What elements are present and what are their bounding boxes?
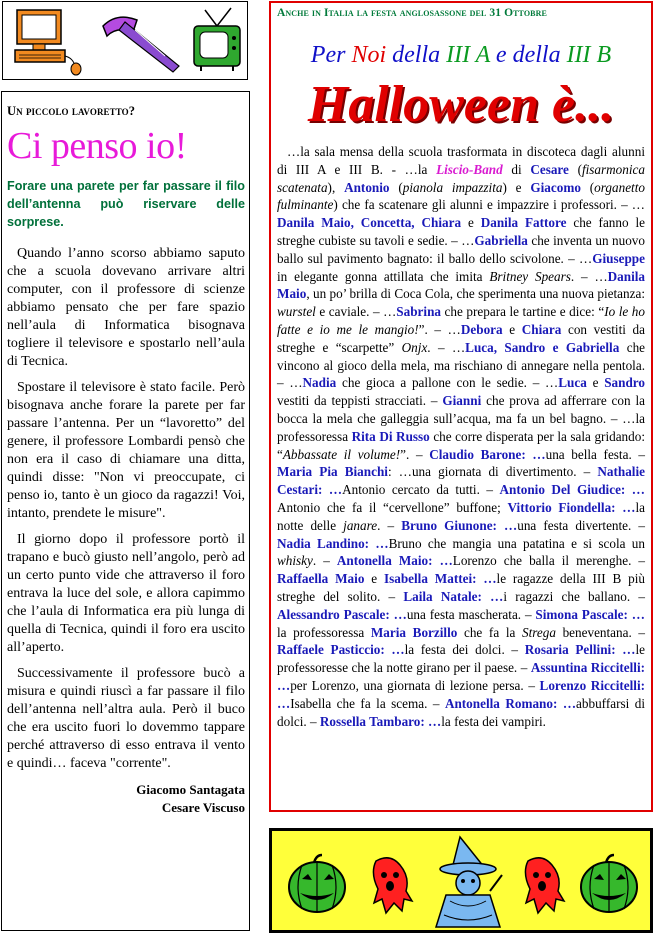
body-text: e xyxy=(502,321,522,337)
body-text: una festa mascherata. – xyxy=(406,606,536,622)
student-name: Bruno Giunone: … xyxy=(401,517,518,533)
body-text: che prepara le tartine e dice: “ xyxy=(441,304,605,320)
student-name: Gabriella xyxy=(474,232,528,248)
body-text: la notte delle xyxy=(277,499,645,533)
band-name: Liscio-Band xyxy=(436,161,503,177)
halloween-banner xyxy=(269,828,653,933)
teacher-name: Rita Di Russo xyxy=(351,428,430,444)
body-text: e xyxy=(461,215,481,231)
body-text: ) e xyxy=(502,179,531,195)
body-text: Bruno che mangia una patatina e si scola un xyxy=(388,535,645,551)
article-paragraph: Il giorno dopo il professore portò il trapano e bucò giusto nell’angolo, però ad un certo punto vide che attraverso il foro entrava la luce del sole, e allora capimmo che l’aula di Informatica era più lunga di quella di Tecnica, quindi il foro era uscito all’aperto. xyxy=(7,531,245,655)
subtitle-part: III B xyxy=(566,42,612,68)
body-text: . – xyxy=(312,553,337,569)
pumpkin-icon xyxy=(578,853,640,915)
body-text: di xyxy=(502,161,531,177)
ghost-icon xyxy=(518,855,566,915)
author-name: Cesare Viscuso xyxy=(161,799,245,815)
student-name: Antonio Del Giudice: … xyxy=(499,482,645,498)
student-name: Maria Pia Bianchi xyxy=(277,464,388,480)
body-text: ) che fa scatenare gli alunni e impazzire i professori. – … xyxy=(333,197,645,213)
article-paragraph: Quando l’anno scorso abbiamo saputo che a scuola dovevano arrivare altri computer, con il professore di scienze abbiamo pensato che per fare spazio nell’aula di Informatica bisognava togliere il televisore e spostarlo nell’aula di Tecnica. xyxy=(7,245,245,369)
body-italic: Britney Spears xyxy=(489,268,571,284)
student-name: Danila Fattore xyxy=(480,215,567,231)
student-name: Antonio xyxy=(344,179,390,195)
student-name: Gianni xyxy=(442,393,482,409)
body-text: le ragazze della III B più streghe del solito. – xyxy=(277,571,645,604)
halloween-kicker: Anche in Italia la festa anglosassone del 31 Ottobre xyxy=(277,7,547,19)
body-text: Antonio cercato da tutti. – xyxy=(342,482,500,498)
body-italic: pianola impazzita xyxy=(402,179,503,195)
body-text: ), xyxy=(327,179,345,195)
article-paragraph: Spostare il televisore è stato facile. Però bisognava anche forare la parete per far passare l’antenna. Per un “lavoretto” del genere, il professore Lombardi pensò che non era il caso di chiamare una ditta, quindi disse: "Non vi preoccupate, ci penso io, tanto è un gioco da ragazzi! Voi, intanto, prendete le misure". xyxy=(7,379,245,521)
television-icon xyxy=(191,6,243,74)
article-kicker: Un piccolo lavoretto? xyxy=(7,104,136,118)
body-text: la festa dei vampiri. xyxy=(441,713,546,729)
student-name: Laila Natale: … xyxy=(403,588,504,604)
right-article xyxy=(269,1,653,812)
body-text: una bella festa. – xyxy=(545,446,645,462)
article-paragraph: Successivamente il professore bucò a misura e quindi riuscì a far passare il filo dell’antenna nell’altra aula. Però il buco che era uscito fuori lo dovemmo tappare perché attraverso di esso entrava il vento e quindi… faceva "corrente". xyxy=(7,665,245,771)
body-text: i ragazzi che ballano. – xyxy=(503,588,645,604)
student-name: Nadia xyxy=(302,375,337,391)
body-italic: fisarmonica scatenata xyxy=(277,161,645,195)
student-name: Raffaele Pasticcio: … xyxy=(277,642,405,658)
body-text: ”. – … xyxy=(418,321,461,337)
body-text: : …una giornata di divertimento. – xyxy=(387,464,598,480)
halloween-body xyxy=(277,143,645,730)
student-name: Danila Maio xyxy=(277,268,645,302)
student-name: Chiara xyxy=(521,321,562,337)
body-text: …la sala mensa della scuola trasformata in discoteca dagli alunni di III A e III B. - …la xyxy=(277,144,645,177)
student-name: Assuntina Riccitelli: … xyxy=(277,660,645,693)
student-name: Antonella Romano: … xyxy=(444,695,577,711)
article-lead: Forare una parete per far passare il filo dell’antenna può riservare delle sorprese. xyxy=(7,178,245,229)
body-text: per Lorenzo, una giornata di lezione persa. – xyxy=(290,677,540,693)
subtitle-part: Per xyxy=(310,42,352,68)
body-text: le professoresse che la notte girano per il paese. – xyxy=(277,642,645,676)
body-text: che gioca a pallone con le sedie. – … xyxy=(336,375,559,391)
body-text: la festa dei dolci. – xyxy=(404,642,525,658)
body-text: abbuffarsi di dolci. – xyxy=(277,695,645,729)
article-authors xyxy=(7,781,245,817)
body-text: che prova ad afferrare con la bocca la mela che galleggia sull’acqua, ma fa un bel bagno. – …la professoressa xyxy=(277,393,645,444)
halloween-title: Halloween è... xyxy=(307,76,615,133)
body-italic: whisky xyxy=(277,553,313,569)
body-italic: Abbassate il volume! xyxy=(282,446,401,462)
ghost-icon xyxy=(366,855,414,915)
student-name: Antonella Maio: … xyxy=(336,553,453,569)
body-text: che inventa un nuovo ballo sul pavimento bagnato: il ballo dello scivolone. – … xyxy=(277,232,645,266)
subtitle-part: Noi xyxy=(351,42,387,68)
body-text: , un po’ brilla di Coca Cola, che sperimenta una nuova pietanza: xyxy=(306,286,645,302)
witch-icon xyxy=(430,835,506,931)
student-name: Lorenzo Riccitelli: … xyxy=(277,677,645,711)
body-text: che fanno le streghe cubiste su tavoli e sedie. – … xyxy=(277,215,645,248)
student-name: Giuseppe xyxy=(592,250,645,266)
body-text: . – xyxy=(377,517,402,533)
body-italic: organetto fulminante xyxy=(277,179,645,213)
student-name: Cesare xyxy=(530,161,569,177)
body-text: Isabella che fa la scema. – xyxy=(290,695,445,711)
student-name: Rosaria Pellini: … xyxy=(524,642,636,658)
body-text: ”. – xyxy=(400,446,430,462)
student-name: Nadia Landino: … xyxy=(277,535,389,551)
left-article xyxy=(1,91,250,931)
student-name: Luca, Sandro e Gabriella xyxy=(465,339,620,355)
student-name: Sabrina xyxy=(396,304,442,320)
student-name: Danila Maio, Concetta, Chiara xyxy=(277,215,462,231)
body-text: Lorenzo che balla il merenghe. – xyxy=(452,553,645,569)
body-text: che fa la xyxy=(457,624,522,640)
body-text: e xyxy=(586,375,605,391)
body-text: . – … xyxy=(427,339,466,355)
body-text: beneventana. – xyxy=(555,624,646,640)
body-text: ( xyxy=(568,161,582,177)
body-text: con vestiti da streghe e “scarpette” xyxy=(277,321,645,355)
student-name: Vittorio Fiondella: … xyxy=(507,499,636,515)
icon-banner xyxy=(2,1,248,80)
body-text: ( xyxy=(580,179,595,195)
pumpkin-icon xyxy=(286,853,348,915)
subtitle-part: della xyxy=(386,42,447,68)
student-name: Alessandro Pascale: … xyxy=(277,606,407,622)
subtitle-part: e della xyxy=(489,42,567,68)
body-text: una festa divertente. – xyxy=(517,517,646,533)
student-name: Isabella Mattei: … xyxy=(383,571,497,587)
subtitle-part: III A xyxy=(446,42,490,68)
hammer-icon xyxy=(95,8,185,76)
body-italic: Strega xyxy=(521,624,556,640)
student-name: Rossella Tambaro: … xyxy=(319,713,442,729)
body-text: vestiti da teppisti stracciati. – xyxy=(277,393,443,409)
student-name: Nathalie Cestari: … xyxy=(277,464,645,498)
student-name: Sandro xyxy=(604,375,645,391)
body-text: e caviale. – … xyxy=(315,304,397,320)
body-text: ( xyxy=(389,179,403,195)
student-name: Giacomo xyxy=(530,179,581,195)
student-name: Raffaella Maio xyxy=(277,571,365,587)
student-name: Claudio Barone: … xyxy=(429,446,546,462)
body-italic: Io le ho fatte e io me le mangio! xyxy=(277,304,645,337)
body-text: . – … xyxy=(570,268,608,284)
teacher-name: Maria Borzillo xyxy=(370,624,458,640)
computer-icon xyxy=(13,8,83,76)
body-italic: wurstel xyxy=(277,304,316,320)
student-name: Simona Pascale: … xyxy=(535,606,645,622)
body-italic: Onjx xyxy=(401,339,428,355)
author-name: Giacomo Santagata xyxy=(136,781,245,797)
body-text: e xyxy=(364,571,384,587)
body-text: che vincono al gioco della mela, ma rischiano di annegare nella pentola. – … xyxy=(277,339,646,391)
halloween-subtitle xyxy=(277,41,645,69)
body-text: in elegante gonna attillata che imita xyxy=(277,268,490,284)
body-italic: janare xyxy=(343,517,378,533)
body-text: la professoressa xyxy=(277,624,371,640)
article-title: Ci penso io! xyxy=(7,125,187,167)
student-name: Luca xyxy=(558,375,587,391)
body-text: Antonio che fa il “cervellone” buffone; xyxy=(277,499,508,515)
body-text: che corre disperata per la sala gridando: “ xyxy=(277,428,646,462)
student-name: Debora xyxy=(460,321,503,337)
